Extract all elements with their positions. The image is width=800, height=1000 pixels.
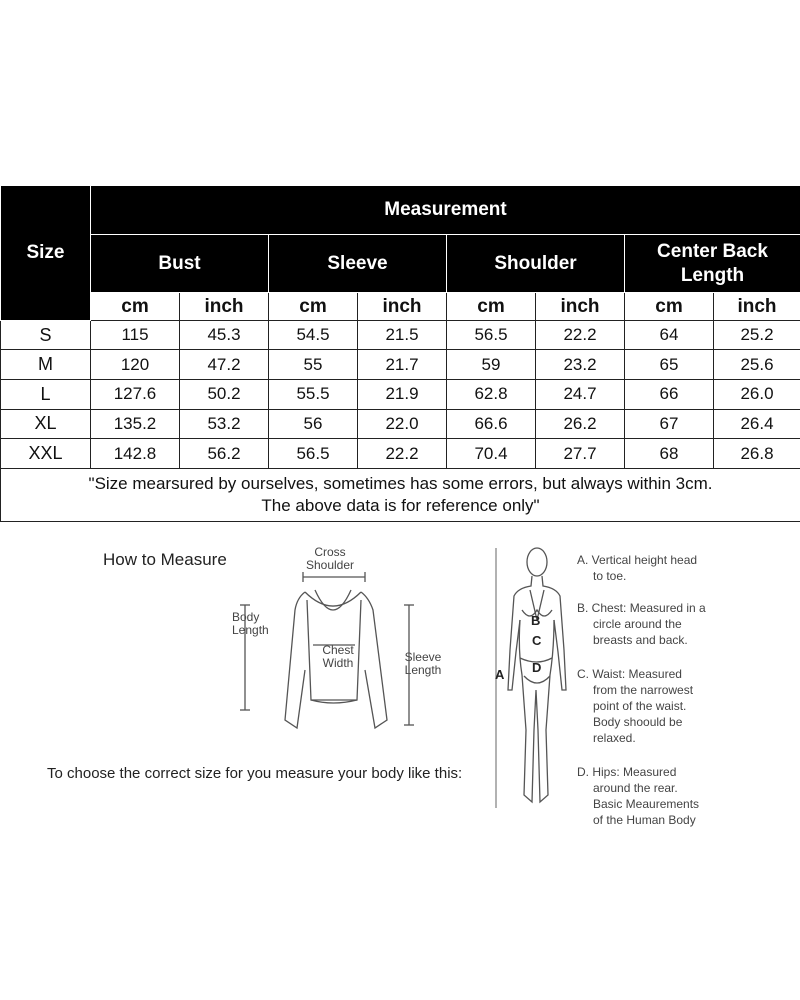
table-cell: 65 [625,350,714,380]
table-cell: 26.4 [714,409,800,439]
unit-header: inch [180,293,269,321]
table-cell: 27.7 [536,439,625,469]
label-line: Sleeve [404,650,442,664]
legend-head: C. Waist: Measured [577,667,682,681]
size-label-cell: S [1,320,91,350]
bust-header: Bust [91,235,269,293]
legend-line: breasts and back. [593,633,688,647]
body-letter-a: A [495,667,505,682]
size-label-cell: L [1,380,91,410]
shoulder-header: Shoulder [447,235,625,293]
legend-item-a [577,552,697,584]
body-letter-b: B [531,613,541,628]
size-note-line: The above data is for reference only" [261,495,540,515]
table-row [1,350,800,380]
table-cell: 59 [447,350,536,380]
table-cell: 66 [625,380,714,410]
legend-line: Basic Meaurements [593,797,700,811]
table-row [1,439,800,469]
label-line: Chest [322,643,354,657]
size-column-header: Size [1,186,91,321]
legend-line: point of the waist. [593,699,687,713]
legend-head: B. Chest: Measured in a [577,601,706,615]
body-letter-c: C [532,633,542,648]
table-cell: 68 [625,439,714,469]
label-line: Cross [314,545,346,559]
choose-size-instruction: To choose the correct size for you measure your body like this: [47,765,463,782]
table-row [1,409,800,439]
unit-header: cm [625,293,714,321]
head-outline [527,548,547,576]
table-cell: 56.2 [180,439,269,469]
table-cell: 120 [91,350,180,380]
label-line: Length [404,663,442,677]
size-label-cell: M [1,350,91,380]
table-row [1,380,800,410]
size-chart-table [0,185,800,522]
table-cell: 135.2 [91,409,180,439]
legend-item-d [577,764,699,828]
table-cell: 55.5 [269,380,358,410]
table-cell: 70.4 [447,439,536,469]
legend-line: from the narrowest [593,683,694,697]
table-cell: 21.9 [358,380,447,410]
table-cell: 66.6 [447,409,536,439]
legend-head: D. Hips: Measured [577,765,677,779]
table-cell: 53.2 [180,409,269,439]
table-cell: 67 [625,409,714,439]
table-cell: 115 [91,320,180,350]
table-cell: 47.2 [180,350,269,380]
table-cell: 22.2 [536,320,625,350]
label-line: Length [232,623,269,637]
table-cell: 56 [269,409,358,439]
table-cell: 21.7 [358,350,447,380]
garment-diagram [225,560,435,740]
size-note [1,468,800,521]
table-cell: 56.5 [269,439,358,469]
table-cell: 54.5 [269,320,358,350]
table-cell: 56.5 [447,320,536,350]
label-line: Shoulder [305,558,355,572]
legend-line: relaxed. [593,731,636,745]
sweater-body [307,600,361,700]
table-cell: 23.2 [536,350,625,380]
left-sleeve [285,592,305,728]
legend-line: around the rear. [593,781,678,795]
table-cell: 25.6 [714,350,800,380]
table-row [1,320,800,350]
measurement-header: Measurement [91,186,800,235]
unit-header: cm [447,293,536,321]
table-cell: 25.2 [714,320,800,350]
body-letter-d: D [532,660,542,675]
table-cell: 62.8 [447,380,536,410]
unit-header: inch [714,293,800,321]
neckline [305,592,361,606]
table-cell: 50.2 [180,380,269,410]
table-cell: 26.8 [714,439,800,469]
unit-header: cm [269,293,358,321]
table-cell: 55 [269,350,358,380]
label-line: Width [322,656,354,670]
right-sleeve [361,592,387,728]
legend-line: of the Human Body [593,813,696,827]
legend-head: A. Vertical height head [577,553,698,567]
legend-line: to toe. [593,569,627,583]
size-note-line: "Size mearsured by ourselves, sometimes has some errors, but always within 3cm. [88,473,713,493]
unit-header: inch [536,293,625,321]
size-label-cell: XL [1,409,91,439]
label-line: Body [232,610,260,624]
size-label-cell: XXL [1,439,91,469]
unit-header: cm [91,293,180,321]
how-to-measure-title: How to Measure [103,550,227,569]
table-cell: 45.3 [180,320,269,350]
table-cell: 22.2 [358,439,447,469]
unit-header: inch [358,293,447,321]
table-cell: 26.0 [714,380,800,410]
table-cell: 22.0 [358,409,447,439]
center-back-length-header: Center Back Length [625,235,800,293]
legend-item-c [577,666,693,746]
table-cell: 24.7 [536,380,625,410]
legend-item-b [577,600,706,648]
table-cell: 64 [625,320,714,350]
table-cell: 127.6 [91,380,180,410]
legend-line: circle around the [593,617,682,631]
table-cell: 142.8 [91,439,180,469]
legend-line: Body shoould be [593,715,683,729]
table-cell: 21.5 [358,320,447,350]
sleeve-header: Sleeve [269,235,447,293]
table-cell: 26.2 [536,409,625,439]
